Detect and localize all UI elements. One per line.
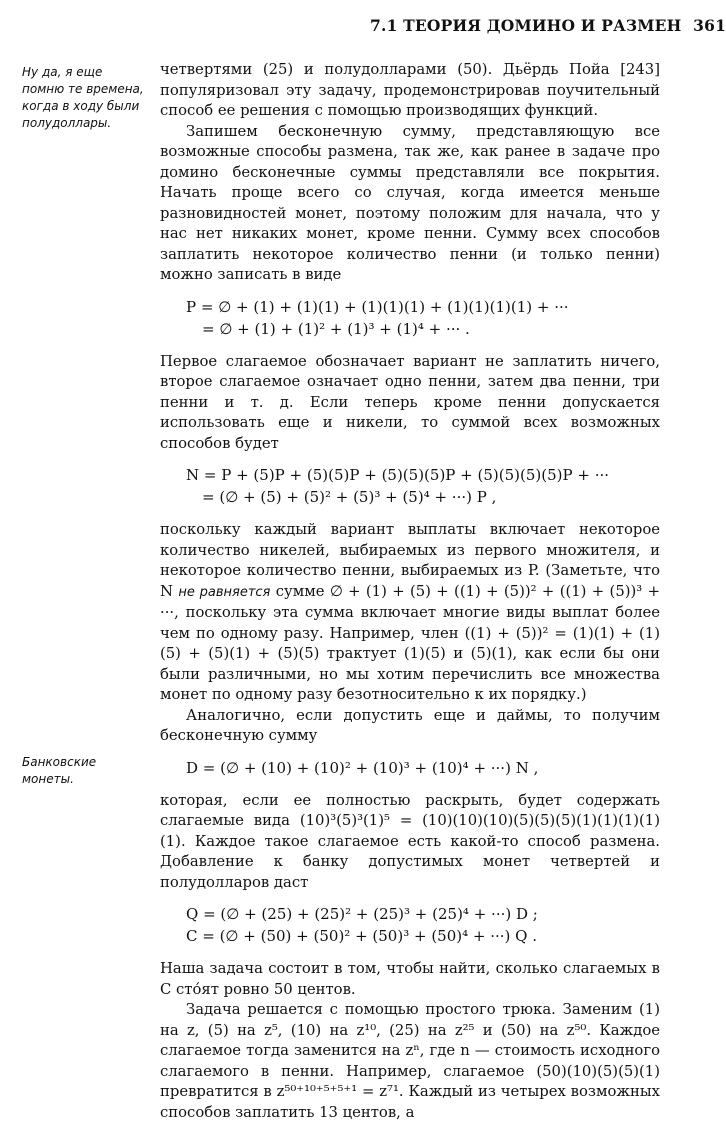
page-number: 361	[693, 16, 726, 35]
equation-N-line1: N = P + (5)P + (5)(5)P + (5)(5)(5)P + (5)(5)(5)(5)P + ···	[186, 466, 609, 484]
paragraph-4-emphasis: не равняется	[178, 584, 271, 600]
paragraph-3: Первое слагаемое обозначает вариант не заплатить ничего, второе слагаемое означает одно пенни, затем два пенни, три пенни и т. д. Если теперь кроме пенни допускается использовать еще и никели, то суммой всех возможных способов будет	[160, 352, 660, 452]
equation-P	[186, 296, 660, 340]
paragraph-8: Задача решается с помощью простого трюка. Заменим (1) на z, (5) на z⁵, (10) на z¹⁰, (25) на z²⁵ и (50) на z⁵⁰. Каждое слагаемое тогда заменится на zⁿ, где n — стоимость исходного слагаемого в пенни. Например, слагаемое (50)(10)(5)(5)(1) превратится в z⁵⁰⁺¹⁰⁺⁵⁺⁵⁺¹ = z⁷¹. Каждый из четырех возможных способов заплатить 13 центов, а	[160, 1001, 660, 1121]
paragraph-5: Аналогично, если допустить еще и даймы, то получим бесконечную сумму	[160, 706, 660, 744]
equation-P-line1: P = ∅ + (1) + (1)(1) + (1)(1)(1) + (1)(1)(1)(1) + ···	[186, 297, 569, 316]
paragraph-7: Наша задача состоит в том, чтобы найти, сколько слагаемых в C сто́ят ровно 50 центов.	[160, 960, 660, 998]
running-header	[370, 16, 726, 35]
equation-P-line2: = ∅ + (1) + (1)² + (1)³ + (1)⁴ + ··· .	[202, 319, 470, 338]
main-text	[160, 60, 660, 1123]
equation-N-line2: = (∅ + (5) + (5)² + (5)³ + (5)⁴ + ···) P ,	[202, 488, 497, 506]
paragraph-2: Запишем бесконечную сумму, представляющую все возможные способы размена, так же, как ранее в задаче про домино бесконечные суммы представляли все покрытия. Начать проще всего со случая, когда имеется меньше разновидностей монет, поэтому положим для начала, что у нас нет никаких монет, кроме пенни. Сумму всех способов заплатить некоторое количество пенни (и только пенни) можно записать в виде	[160, 122, 660, 283]
paragraph-1: четвертями (25) и полудолларами (50). Дьёрдь Пойа [243] популяризовал эту задачу, продемонстрировав поучительный способ ее решения с помощью производящих функций.	[160, 61, 660, 119]
paragraph-4	[160, 520, 660, 706]
paragraph-4-part-a: поскольку каждый вариант выплаты включает некоторое количество никелей, выбираемых из первого множителя, и некоторое количество пенни, выбираемых из P. (Заметьте, что N	[160, 521, 660, 600]
margin-note-1: Ну да, я еще помню те времена, когда в ходу были полудоллары.	[22, 65, 144, 130]
equation-D	[186, 757, 660, 779]
equation-C: C = (∅ + (50) + (50)² + (50)³ + (50)⁴ + ···) Q .	[186, 927, 537, 945]
equation-QC	[186, 903, 660, 947]
paragraph-4-part-b: сумме ∅ + (1) + (5) + ((1) + (5))² + ((1) + (5))³ + ···, поскольку эта сумма включает многие виды выплат более чем по одному разу. Например, член ((1) + (5))² = (1)(1) + (1)(5) + (5)(1) + (5)(5) трактует (1)(5) и (5)(1), как если бы они были различными, но мы хотим перечислить все множества монет по одному разу безотносительно к их порядку.)	[160, 582, 660, 703]
paragraph-6: которая, если ее полностью раскрыть, будет содержать слагаемые вида (10)³(5)³(1)⁵ = (10)(10)(10)(5)(5)(5)(1)(1)(1)(1)(1). Каждое такое слагаемое есть какой-то способ размена. Добавление к банку допустимых монет четвертей и полудолларов даст	[160, 791, 660, 891]
margin-note-2: Банковские монеты.	[22, 755, 97, 786]
equation-N	[186, 464, 660, 508]
equation-D-line: D = (∅ + (10) + (10)² + (10)³ + (10)⁴ + ···) N ,	[186, 758, 539, 777]
section-title: 7.1 ТЕОРИЯ ДОМИНО И РАЗМЕН	[370, 16, 682, 35]
equation-Q: Q = (∅ + (25) + (25)² + (25)³ + (25)⁴ + ···) D ;	[186, 905, 538, 923]
